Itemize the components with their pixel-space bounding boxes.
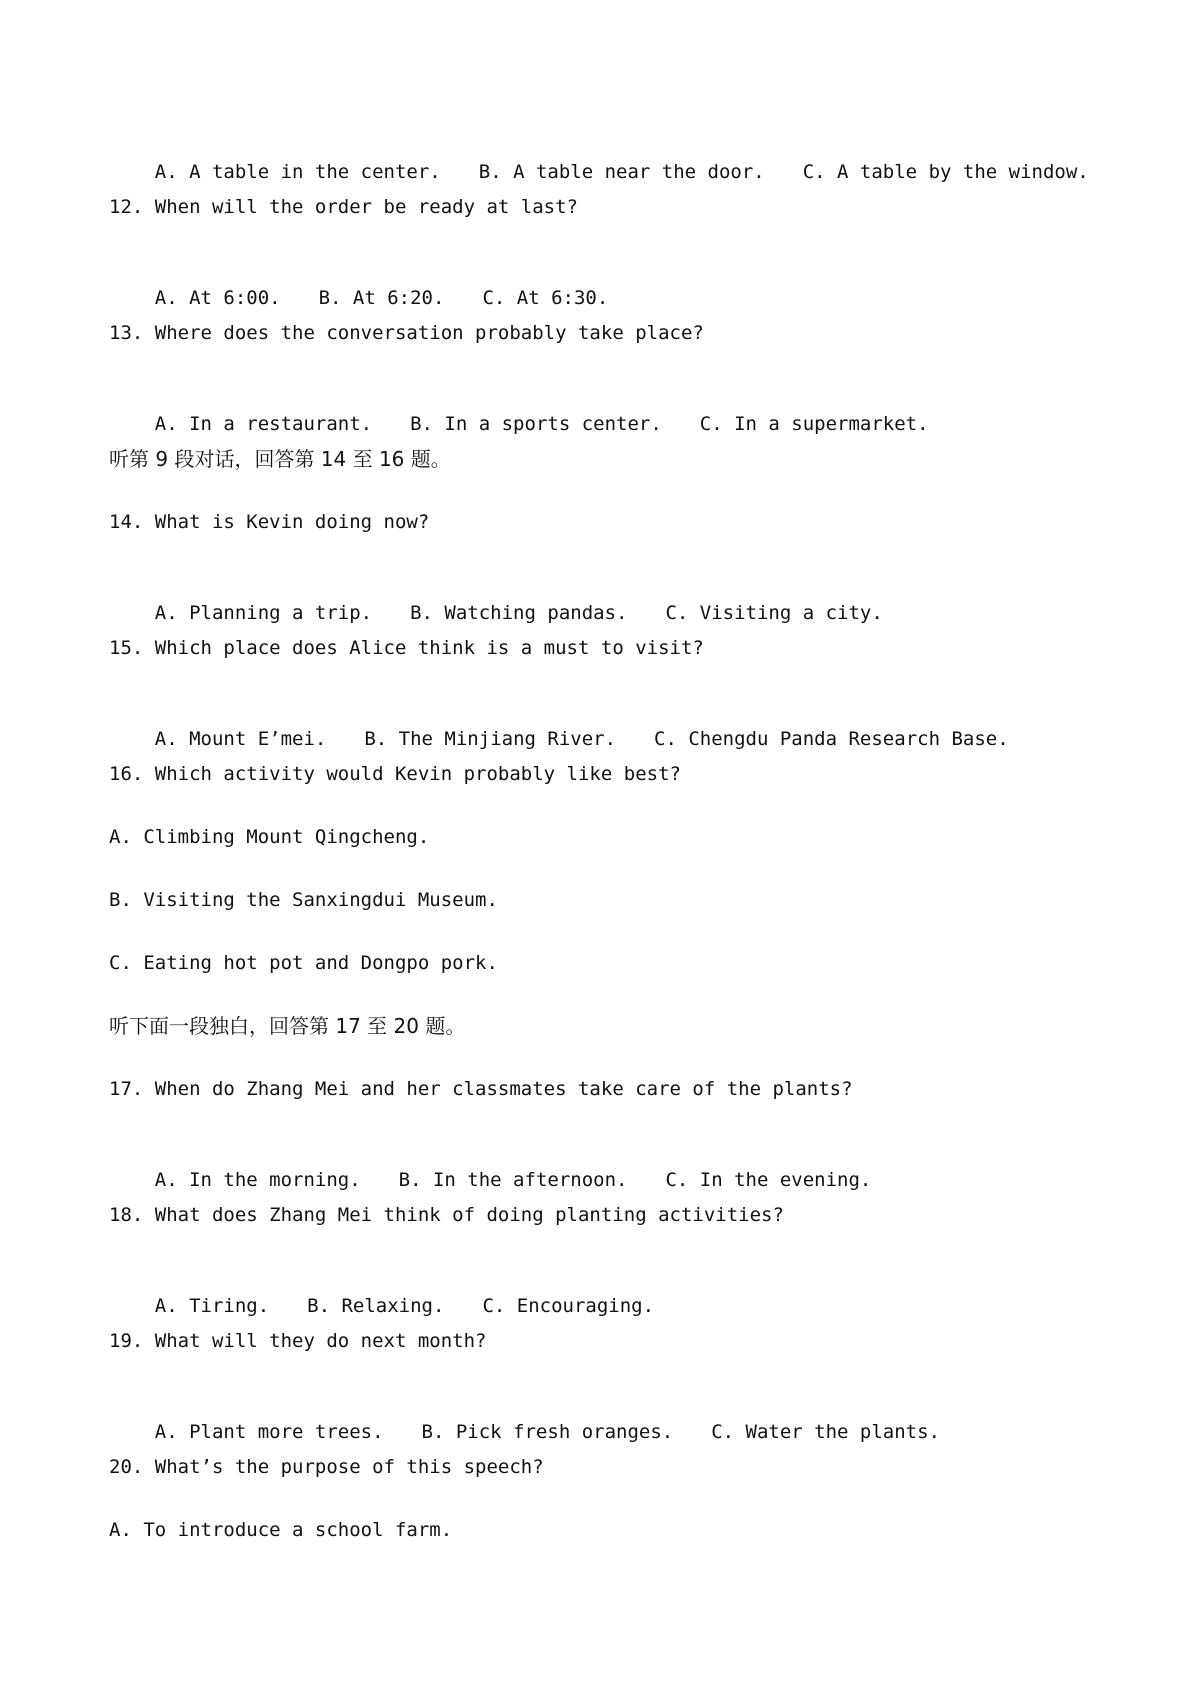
q14-options [109,571,883,624]
q13-option-c: C. In a supermarket. [699,413,929,435]
q12-question: 12. When will the order be ready at last? [109,196,578,218]
q11-option-c: C. A table by the window. [802,161,1089,183]
q17-options [109,1138,872,1191]
q16-option-c: C. Eating hot pot and Dongpo pork. [109,952,498,974]
q14-option-b: B. Watching pandas. [410,602,628,624]
q15-option-c: C. Chengdu Panda Research Base. [654,728,1009,750]
q19-option-b: B. Pick fresh oranges. [421,1421,674,1443]
q15-question: 15. Which place does Alice think is a must to visit? [109,637,704,659]
q19-option-a: A. Plant more trees. [154,1421,384,1443]
q20-option-a: A. To introduce a school farm. [109,1519,453,1541]
q17-option-c: C. In the evening. [665,1169,872,1191]
q17-option-a: A. In the morning. [154,1169,361,1191]
q11-options [109,130,1089,183]
q19-option-c: C. Water the plants. [711,1421,940,1443]
q14-question: 14. What is Kevin doing now? [109,511,430,533]
section-9-instruction: 听第 9 段对话，回答第 14 至 16 题。 [109,447,451,471]
q15-option-b: B. The Minjiang River. [364,728,617,750]
q18-question: 18. What does Zhang Mei think of doing planting activities? [109,1204,784,1226]
q17-question: 17. When do Zhang Mei and her classmates take care of the plants? [109,1078,853,1100]
q12-options [109,256,609,309]
q14-option-a: A. Planning a trip. [154,602,373,624]
q18-option-c: C. Encouraging. [482,1295,655,1317]
q18-option-b: B. Relaxing. [307,1295,445,1317]
q12-option-b: B. At 6:20. [318,287,445,309]
q20-question: 20. What’s the purpose of this speech? [109,1456,544,1478]
q12-option-a: A. At 6:00. [154,287,281,309]
q14-option-c: C. Visiting a city. [665,602,883,624]
q12-option-c: C. At 6:30. [482,287,609,309]
q13-question: 13. Where does the conversation probably take place? [109,322,704,344]
q17-option-b: B. In the afternoon. [398,1169,628,1191]
q13-options [109,382,929,435]
q18-options [109,1264,655,1317]
q19-question: 19. What will they do next month? [109,1330,487,1352]
q11-option-a: A. A table in the center. [154,161,441,183]
section-monologue-instruction: 听下面一段独白，回答第 17 至 20 题。 [109,1014,466,1038]
q13-option-a: A. In a restaurant. [154,413,373,435]
q16-option-b: B. Visiting the Sanxingdui Museum. [109,889,498,911]
q15-option-a: A. Mount E’mei. [154,728,327,750]
q16-option-a: A. Climbing Mount Qingcheng. [109,826,430,848]
q18-option-a: A. Tiring. [154,1295,270,1317]
q15-options [109,697,1009,750]
q19-options [109,1390,940,1443]
q16-question: 16. Which activity would Kevin probably like best? [109,763,681,785]
q13-option-b: B. In a sports center. [410,413,662,435]
q11-option-b: B. A table near the door. [478,161,765,183]
